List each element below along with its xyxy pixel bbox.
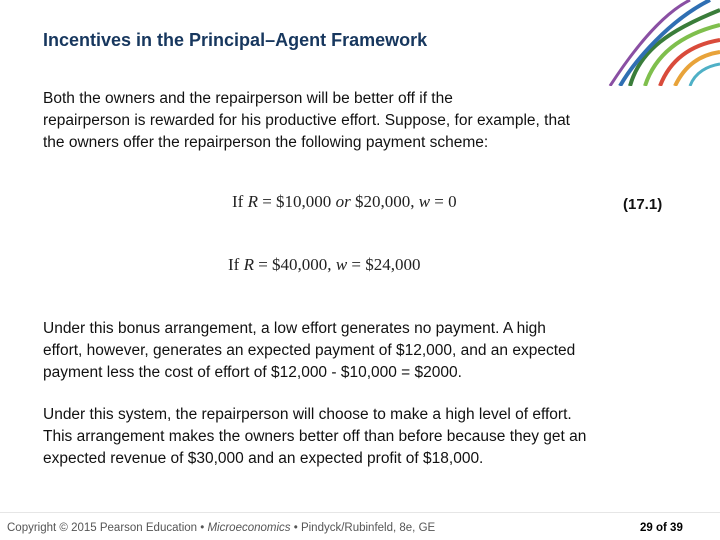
- footer-copyright: [7, 522, 435, 534]
- text-line: Under this system, the repairperson will choose to make a high level of effort.: [43, 406, 572, 423]
- page-total: 39: [670, 522, 683, 534]
- equation-low-effort: [232, 192, 457, 212]
- colored-cables-image: [600, 0, 720, 86]
- copyright-text: Copyright © 2015 Pearson Education •: [7, 522, 208, 534]
- book-title: Microeconomics: [207, 522, 291, 534]
- text-line: the owners offer the repairperson the following payment scheme:: [43, 134, 489, 151]
- cable-cyan: [690, 64, 720, 86]
- eq-or: or: [335, 192, 351, 211]
- authors-text: • Pindyck/Rubinfeld, 8e, GE: [290, 522, 436, 534]
- text-line: effort, however, generates an expected payment of $12,000, and an expected: [43, 342, 576, 359]
- page-number: [640, 522, 683, 534]
- eq-var-w: w: [418, 192, 431, 211]
- eq-if: If: [228, 255, 244, 274]
- eq-var-w: w: [335, 255, 348, 274]
- text-line: repairperson is rewarded for his productive effort. Suppose, for example, that: [43, 112, 570, 129]
- text-line: payment less the cost of effort of $12,000 - $10,000 = $2000.: [43, 364, 462, 381]
- slide-title: Incentives in the Principal–Agent Framework: [43, 30, 428, 50]
- eq-value: = $40,000,: [253, 255, 336, 274]
- paragraph-intro: [43, 88, 683, 154]
- eq-value2: $20,000,: [350, 192, 419, 211]
- equation-high-effort: [228, 255, 421, 275]
- eq-var-r: R: [243, 255, 254, 274]
- eq-result: = 0: [430, 192, 457, 211]
- eq-var-r: R: [247, 192, 258, 211]
- footer-divider: [0, 512, 720, 513]
- eq-if: If: [232, 192, 248, 211]
- page-current: 29: [640, 522, 653, 534]
- text-line: Under this bonus arrangement, a low effort generates no payment. A high: [43, 320, 546, 337]
- eq-value: = $10,000: [257, 192, 336, 211]
- equation-number: (17.1): [623, 196, 663, 213]
- page-of: of: [652, 522, 671, 534]
- text-line: expected revenue of $30,000 and an expected profit of $18,000.: [43, 450, 484, 467]
- eq-result: = $24,000: [347, 255, 421, 274]
- paragraph-bonus: [43, 318, 683, 384]
- paragraph-system: [43, 404, 683, 470]
- text-line: Both the owners and the repairperson will be better off if the: [43, 90, 453, 107]
- text-line: This arrangement makes the owners better off than before because they get an: [43, 428, 587, 445]
